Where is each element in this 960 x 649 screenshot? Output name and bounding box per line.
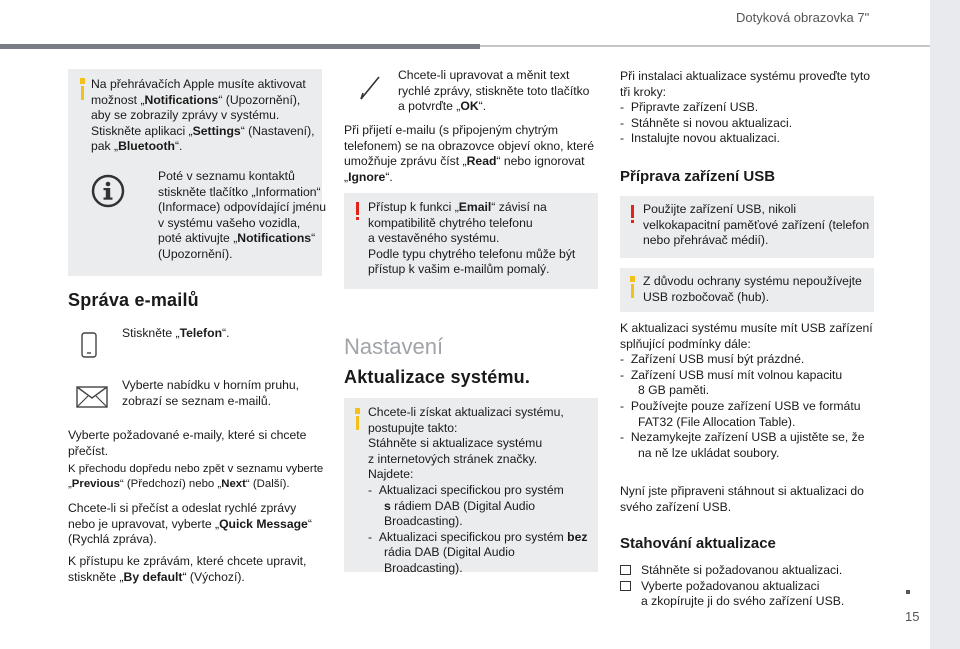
step-bullet-icon — [620, 581, 631, 591]
apple-note-text: Na přehrávačích Apple musíte aktivovat možnost „Notifications“ (Upozornění), aby se zobrazily zprávy v systému. Stiskněte aplikaci „Settings“ (Nastavení), pak „Bluetooth“. — [91, 77, 315, 154]
envelope-icon — [76, 386, 108, 408]
header-rule-thin — [480, 45, 940, 47]
phone-icon — [81, 332, 97, 358]
page-marker-dot — [906, 590, 910, 594]
step-bullet-icon — [620, 565, 631, 575]
install-steps: Při instalaci aktualizace systému proveďte tyto tři kroky: - Připravte zařízení USB. - Stáhněte si novou aktualizaci. - Instalujte novou aktualizaci. — [620, 69, 870, 146]
email-paragraph-1: Vyberte požadované e-maily, které si chcete přečíst. — [68, 428, 307, 458]
usb-info-text: Z důvodu ochrany systému nepoužívejte USB rozbočovač (hub). — [643, 274, 862, 304]
page-number: 15 — [905, 609, 920, 624]
info-note-text: Poté v seznamu kontaktů stiskněte tlačítko „Information“ (Informace) odpovídající jménu v systému vašeho vozidla, poté aktivujte „Notifications“ (Upozornění). — [158, 169, 326, 261]
page-header-title: Dotyková obrazovka 7" — [736, 10, 870, 25]
email-receive-paragraph: Při přijetí e-mailu (s připojeným chytrým telefonem) se na obrazovce objeví okno, které umožňuje zprávu číst „Read“ nebo ignorovat „Ignore“. — [344, 123, 594, 184]
email-paragraph-3: Chcete-li si přečíst a odeslat rychlé zprávy nebo je upravovat, vyberte „Quick Message“ (Rychlá zpráva). — [68, 501, 312, 547]
usb-requirements: K aktualizaci systému musíte mít USB zařízení splňující podmínky dále: - Zařízení USB musí být prázdné. - Zařízení USB musí mít volnou kapacitu 8 GB paměti. - Používejte pouze zařízení USB ve formátu FAT32 (File Allocation Table). - Nezamykejte zařízení USB a ujistěte se, že na ně lze ukládat soubory. — [620, 321, 873, 460]
info-button-icon — [90, 173, 126, 209]
page-side-strip — [930, 0, 960, 649]
download-steps: Stáhněte si požadovanou aktualizaci. Vyberte požadovanou aktualizaci a zkopírujte ji do svého zařízení USB. — [620, 563, 882, 610]
step-press-phone: Stiskněte „Telefon“. — [122, 326, 230, 340]
heading-download: Stahování aktualizace — [620, 535, 776, 552]
section-heading-update: Aktualizace systému. — [344, 367, 531, 387]
email-paragraph-4: K přístupu ke zprávám, které chcete upravit, stiskněte „By default“ (Výchozí). — [68, 554, 307, 584]
heading-usb-prep: Příprava zařízení USB — [620, 168, 776, 185]
ready-paragraph: Nyní jste připraveni stáhnout si aktualizaci do svého zařízení USB. — [620, 484, 864, 514]
header-rule — [0, 44, 480, 49]
update-note-text: Chcete-li získat aktualizaci systému, postupujte takto: Stáhněte si aktualizace systému z internetových stránek značky. Najdete: - Aktualizaci specifickou pro systém s rádiem DAB (Digital Audio Broadcasting). - Aktualizaci specifickou pro systém bez rádia DAB (Digital Audio Broadcasting). — [368, 405, 588, 575]
pencil-note-text: Chcete-li upravovat a měnit text rychlé zprávy, stiskněte toto tlačítko a potvrďte „OK“. — [398, 68, 590, 114]
pencil-icon — [358, 74, 382, 102]
section-heading-email: Správa e-mailů — [68, 290, 199, 310]
step-select-menu: Vyberte nabídku v horním pruhu, zobrazí se seznam e-mailů. — [122, 378, 300, 408]
email-warning-text: Přístup k funkci „Email“ závisí na kompatibilitě chytrého telefonu a vestavěného systému. Podle typu chytrého telefonu může být přístup k vašim e-mailům pomalý. — [368, 200, 576, 277]
section-title-settings: Nastavení — [344, 334, 444, 359]
email-paragraph-2: K přechodu dopředu nebo zpět v seznamu vyberte „Previous“ (Předchozí) nebo „Next“ (Další). — [68, 463, 324, 490]
usb-warning-text: Použijte zařízení USB, nikoli velkokapacitní paměťové zařízení (telefon nebo přehrávač médií). — [643, 202, 870, 248]
